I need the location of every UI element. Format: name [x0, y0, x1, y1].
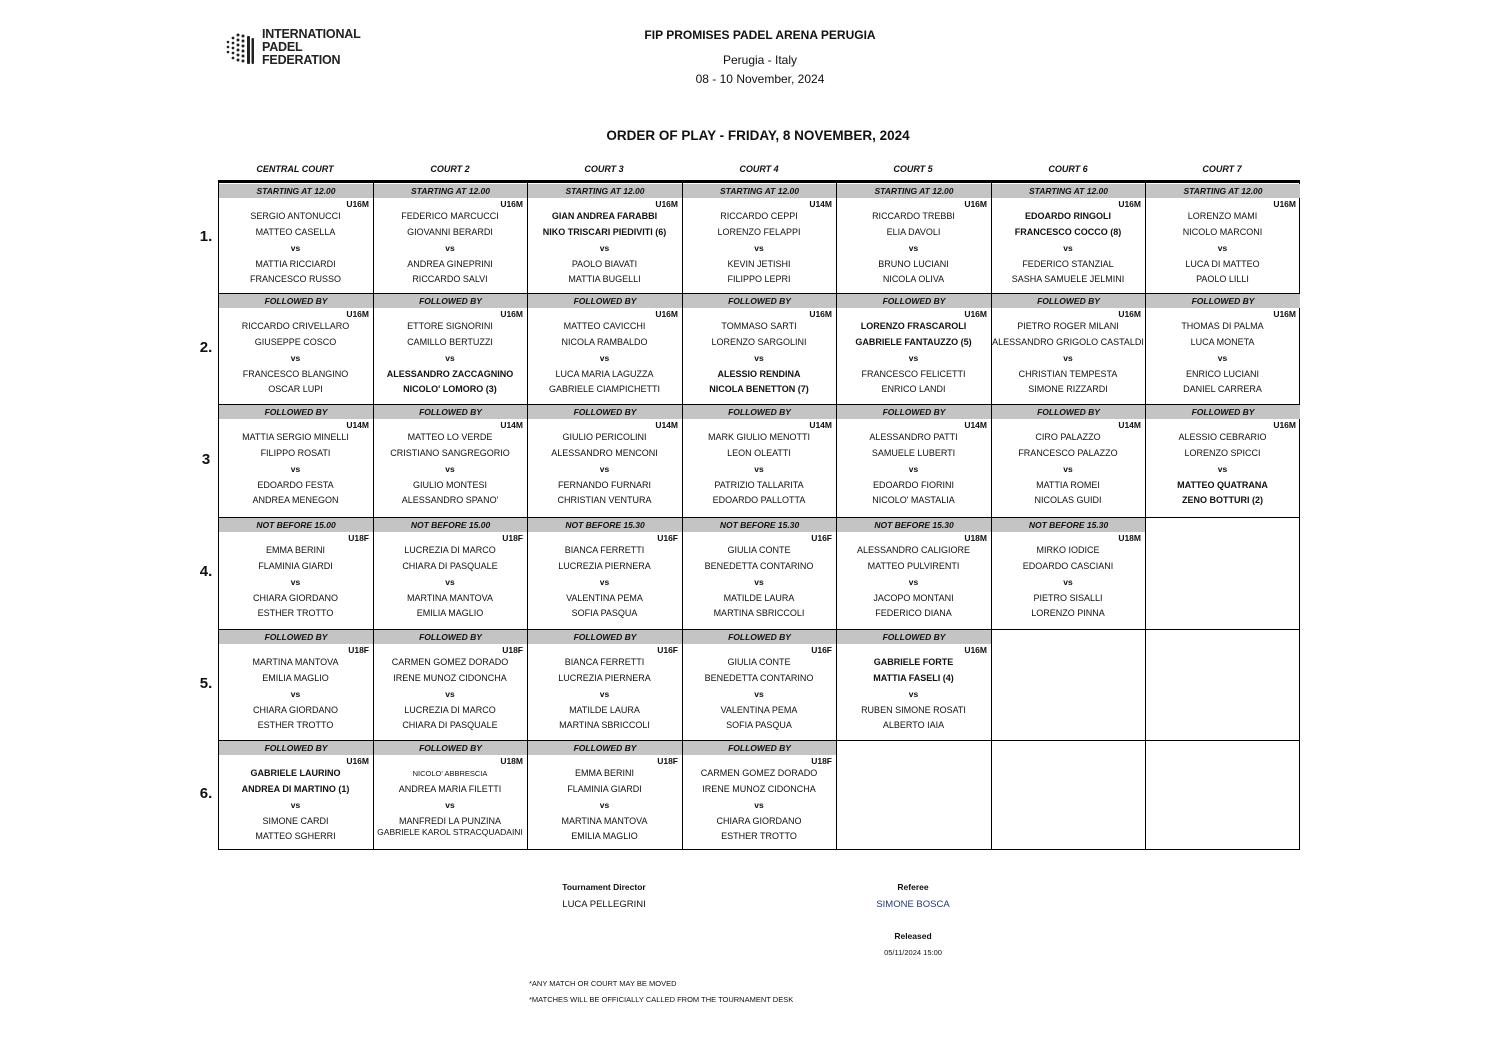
player-name: MARTINA SBRICCOLI — [713, 608, 805, 618]
match-category: U18F — [502, 533, 523, 543]
fip-logo — [220, 28, 360, 72]
padel-ball-icon — [220, 28, 260, 68]
vs-label: vs — [599, 689, 610, 699]
match-category: U16F — [657, 533, 678, 543]
match-status: FOLLOWED BY — [374, 405, 527, 419]
player-name: PIETRO ROGER MILANI — [1017, 321, 1119, 331]
player-name: CHRISTIAN TEMPESTA — [1018, 369, 1118, 379]
player-name: LORENZO MAMI — [1187, 211, 1258, 221]
match-category: U16M — [809, 309, 832, 319]
match-category: U14M — [500, 420, 523, 430]
player-name: MATTEO PULVIRENTI — [867, 561, 960, 571]
player-name: ANDREA MARIA FILETTI — [398, 784, 502, 794]
match-category: U16F — [657, 645, 678, 655]
vs-label: vs — [445, 577, 455, 587]
player-name: GABRIELE FORTE — [873, 657, 954, 667]
court-header: COURT 7 — [1202, 164, 1242, 174]
match-status: FOLLOWED BY — [219, 630, 373, 644]
player-name: THOMAS DI PALMA — [1181, 321, 1264, 331]
player-name: NICOLO' LOMORO (3) — [403, 384, 497, 394]
vs-label: vs — [754, 577, 764, 587]
player-name: MATILDE LAURA — [569, 705, 640, 715]
player-name: CARMEN GOMEZ DORADO — [700, 768, 818, 778]
player-name: EDOARDO FIORINI — [872, 480, 954, 490]
player-name: CHIARA GIORDANO — [716, 816, 802, 826]
match-category: U18F — [502, 645, 523, 655]
player-name: PATRIZIO TALLARITA — [714, 480, 804, 490]
round-number: 6. — [199, 785, 213, 802]
player-name: CHIARA GIORDANO — [252, 705, 338, 715]
player-name: LORENZO FRASCAROLI — [860, 321, 967, 331]
logo-wordmark: INTERNATIONAL PADEL FEDERATION — [262, 27, 361, 67]
match-status: FOLLOWED BY — [837, 630, 991, 644]
player-name: CAMILLO BERTUZZI — [407, 337, 493, 347]
vs-label: vs — [290, 689, 301, 699]
vs-label: vs — [908, 243, 919, 253]
player-name: NICOLAS GUIDI — [1034, 495, 1102, 505]
player-name: GIULIA CONTE — [727, 657, 791, 667]
match-category: U14M — [346, 420, 369, 430]
match-status: FOLLOWED BY — [219, 294, 373, 308]
player-name: CIRO PALAZZO — [1035, 432, 1101, 442]
match-category: U14M — [809, 420, 832, 430]
match-status: STARTING AT 12.00 — [1146, 184, 1300, 198]
match-status: FOLLOWED BY — [837, 294, 991, 308]
match-status: STARTING AT 12.00 — [219, 184, 373, 198]
player-name: SIMONE CARDI — [262, 816, 329, 826]
player-name: SASHA SAMUELE JELMINI — [1011, 274, 1125, 284]
td-name: LUCA PELLEGRINI — [562, 899, 646, 910]
player-name: NICOLO MARCONI — [1182, 227, 1263, 237]
player-name: BIANCA FERRETTI — [564, 545, 645, 555]
player-name: GABRIELE FANTAUZZO (5) — [855, 337, 972, 347]
player-name: FEDERICO DIANA — [875, 608, 952, 618]
player-name: ESTHER TROTTO — [721, 831, 797, 841]
tournament-dates: 08 - 10 November, 2024 — [695, 72, 825, 86]
vs-label: vs — [1217, 243, 1228, 253]
court-header: COURT 4 — [739, 164, 779, 174]
match-status: FOLLOWED BY — [374, 630, 527, 644]
player-name: FEDERICO MARCUCCI — [401, 211, 499, 221]
match-status: STARTING AT 12.00 — [374, 184, 527, 198]
vs-label: vs — [1063, 577, 1073, 587]
player-name: MATTEO QUATRANA — [1177, 480, 1268, 490]
match-category: U16M — [964, 199, 987, 209]
player-name: NICOLA RAMBALDO — [561, 337, 648, 347]
match-status: NOT BEFORE 15.30 — [837, 518, 991, 532]
match-category: U16M — [346, 199, 369, 209]
player-name: ALESSANDRO PATTI — [869, 432, 958, 442]
match-category: U14M — [1118, 420, 1141, 430]
player-name: MATTIA BUGELLI — [568, 274, 641, 284]
match-category: U16F — [811, 645, 832, 655]
player-name: ANDREA DI MARTINO (1) — [241, 784, 350, 794]
player-name: LUCREZIA PIERNERA — [558, 561, 651, 571]
player-name: ENRICO LUCIANI — [1185, 369, 1259, 379]
match-category: U16M — [346, 756, 369, 766]
player-name: ETTORE SIGNORINI — [407, 321, 493, 331]
player-name: EDOARDO CASCIANI — [1022, 561, 1114, 571]
player-name: GIUSEPPE COSCO — [254, 337, 337, 347]
vs-label: vs — [908, 353, 919, 363]
vs-label: vs — [290, 464, 301, 474]
match-category: U16M — [1118, 199, 1141, 209]
player-name: LORENZO SARGOLINI — [711, 337, 807, 347]
player-name: VALENTINA PEMA — [566, 593, 643, 603]
player-name: MARTINA MANTOVA — [252, 657, 339, 667]
match-status: STARTING AT 12.00 — [837, 184, 991, 198]
player-name: GIAN ANDREA FARABBI — [551, 211, 658, 221]
match-category: U16M — [655, 199, 678, 209]
match-status: FOLLOWED BY — [992, 294, 1145, 308]
player-name: FRANCESCO RUSSO — [249, 274, 341, 284]
player-name: LEON OLEATTI — [727, 448, 791, 458]
player-name: SOFIA PASQUA — [571, 608, 638, 618]
match-status: FOLLOWED BY — [219, 405, 373, 419]
released-value: 05/11/2024 15:00 — [884, 948, 942, 957]
match-category: U18F — [811, 756, 832, 766]
player-name: BRUNO LUCIANI — [878, 259, 949, 269]
vs-label: vs — [445, 353, 455, 363]
player-name: IRENE MUNOZ CIDONCHA — [393, 673, 507, 683]
player-name: CHIARA DI PASQUALE — [402, 720, 498, 730]
vs-label: vs — [1217, 464, 1228, 474]
player-name: LORENZO PINNA — [1031, 608, 1105, 618]
vs-label: vs — [908, 577, 919, 587]
vs-label: vs — [599, 577, 610, 587]
player-name: BENEDETTA CONTARINO — [704, 673, 814, 683]
player-name: MARTINA SBRICCOLI — [559, 720, 650, 730]
match-status: STARTING AT 12.00 — [992, 184, 1145, 198]
referee-name: SIMONE BOSCA — [876, 899, 950, 910]
vs-label: vs — [599, 243, 610, 253]
player-name: NIKO TRISCARI PIEDIVITI (6) — [542, 227, 667, 237]
player-name: MIRKO IODICE — [1036, 545, 1100, 555]
player-name: MATTIA FASELI (4) — [873, 673, 954, 683]
match-status: FOLLOWED BY — [837, 405, 991, 419]
referee-label: Referee — [897, 882, 929, 892]
match-category: U16F — [811, 533, 832, 543]
player-name: EDOARDO FESTA — [257, 480, 334, 490]
vs-label: vs — [754, 464, 764, 474]
player-name: MATTIA RICCIARDI — [255, 259, 336, 269]
player-name: NICOLO' ABBRESCIA — [412, 769, 488, 778]
player-name: GIULIO MONTESI — [412, 480, 487, 490]
match-status: FOLLOWED BY — [528, 294, 682, 308]
player-name: ALESSIO CEBRARIO — [1178, 432, 1267, 442]
td-label: Tournament Director — [562, 882, 646, 892]
player-name: MANFREDI LA PUNZINA — [398, 816, 501, 826]
match-category: U14M — [655, 420, 678, 430]
player-name: ALBERTO IAIA — [882, 720, 945, 730]
vs-label: vs — [290, 577, 301, 587]
match-status: FOLLOWED BY — [683, 741, 836, 755]
player-name: SAMUELE LUBERTI — [871, 448, 956, 458]
player-name: RICCARDO SALVI — [412, 274, 488, 284]
vs-label: vs — [754, 353, 764, 363]
round-number: 5. — [199, 674, 213, 692]
match-status: STARTING AT 12.00 — [528, 184, 682, 198]
vs-label: vs — [1217, 353, 1228, 363]
match-category: U14M — [964, 420, 987, 430]
player-name: LUCA MARIA LAGUZZA — [555, 369, 654, 379]
player-name: RICCARDO CRIVELLARO — [241, 321, 350, 331]
player-name: LUCA MONETA — [1190, 337, 1255, 347]
player-name: CHRISTIAN VENTURA — [557, 495, 652, 505]
player-name: EMMA BERINI — [574, 768, 634, 778]
player-name: GABRIELE LAURINO — [250, 768, 341, 778]
player-name: RICCARDO TREBBI — [872, 211, 955, 221]
player-name: SERGIO ANTONUCCI — [250, 211, 341, 221]
vs-label: vs — [599, 464, 610, 474]
match-category: U16M — [964, 309, 987, 319]
player-name: ELIA DAVOLI — [886, 227, 941, 237]
match-category: U18F — [348, 533, 369, 543]
match-status: FOLLOWED BY — [683, 294, 836, 308]
player-name: ANDREA GINEPRINI — [407, 259, 493, 269]
vs-label: vs — [599, 800, 610, 810]
footer-note: *MATCHES WILL BE OFFICIALLY CALLED FROM THE TOURNAMENT DESK — [529, 995, 794, 1004]
vs-label: vs — [754, 800, 764, 810]
match-status: FOLLOWED BY — [219, 741, 373, 755]
player-name: CHIARA DI PASQUALE — [402, 561, 498, 571]
match-status: NOT BEFORE 15.00 — [219, 518, 373, 532]
player-name: LORENZO FELAPPI — [717, 227, 801, 237]
vs-label: vs — [908, 689, 919, 699]
player-name: TOMMASO SARTI — [721, 321, 797, 331]
player-name: CRISTIANO SANGREGORIO — [390, 448, 510, 458]
match-status: NOT BEFORE 15.30 — [992, 518, 1145, 532]
player-name: ESTHER TROTTO — [257, 608, 334, 618]
match-category: U16M — [964, 645, 987, 655]
player-name: LUCREZIA DI MARCO — [404, 545, 496, 555]
round-number: 1. — [199, 228, 213, 245]
match-category: U18F — [657, 756, 678, 766]
player-name: FRANCESCO BLANGINO — [242, 369, 349, 379]
player-name: MATILDE LAURA — [723, 593, 795, 603]
match-status: STARTING AT 12.00 — [683, 184, 836, 198]
vs-label: vs — [445, 800, 455, 810]
footer-note: *ANY MATCH OR COURT MAY BE MOVED — [529, 979, 677, 988]
order-of-play-title: ORDER OF PLAY - FRIDAY, 8 NOVEMBER, 2024 — [606, 128, 910, 143]
match-status: FOLLOWED BY — [1146, 405, 1300, 419]
match-category: U16M — [1273, 420, 1296, 430]
player-name: BIANCA FERRETTI — [564, 657, 645, 667]
player-name: FERNANDO FURNARI — [557, 480, 651, 490]
match-category: U16M — [1273, 309, 1296, 319]
player-name: FILIPPO ROSATI — [260, 448, 331, 458]
vs-label: vs — [599, 353, 610, 363]
player-name: NICOLA OLIVA — [882, 274, 945, 284]
match-category: U18F — [348, 645, 369, 655]
vs-label: vs — [445, 689, 455, 699]
player-name: NICOLA BENETTON (7) — [709, 384, 809, 394]
player-name: EMILIA MAGLIO — [571, 831, 638, 841]
player-name: ALESSANDRO MENCONI — [551, 448, 658, 458]
player-name: MARK GIULIO MENOTTI — [707, 432, 810, 442]
vs-label: vs — [1063, 353, 1073, 363]
vs-label: vs — [754, 243, 764, 253]
match-category: U18M — [1118, 533, 1141, 543]
vs-label: vs — [290, 243, 301, 253]
player-name: ENRICO LANDI — [881, 384, 946, 394]
player-name: FRANCESCO FELICETTI — [861, 369, 966, 379]
player-name: ALESSANDRO GRIGOLO CASTALDI — [992, 337, 1144, 347]
court-header: COURT 6 — [1048, 164, 1088, 174]
player-name: MARTINA MANTOVA — [561, 816, 648, 826]
player-name: FRANCESCO PALAZZO — [1018, 448, 1118, 458]
player-name: IRENE MUNOZ CIDONCHA — [702, 784, 816, 794]
player-name: MATTIA ROMEI — [1036, 480, 1100, 490]
player-name: FILIPPO LEPRI — [727, 274, 791, 284]
player-name: ALESSIO RENDINA — [717, 369, 801, 379]
player-name: FEDERICO STANZIAL — [1022, 259, 1114, 269]
player-name: PAOLO LILLI — [1196, 274, 1249, 284]
match-category: U16M — [655, 309, 678, 319]
court-header: CENTRAL COURT — [256, 164, 334, 174]
player-name: OSCAR LUPI — [268, 384, 323, 394]
match-status: FOLLOWED BY — [374, 294, 527, 308]
match-status: NOT BEFORE 15.30 — [683, 518, 836, 532]
player-name: MATTEO LO VERDE — [407, 432, 493, 442]
player-name: ZENO BOTTURI (2) — [1182, 495, 1263, 505]
player-name: LUCA DI MATTEO — [1185, 259, 1260, 269]
player-name: SIMONE RIZZARDI — [1028, 384, 1108, 394]
match-category: U16M — [500, 199, 523, 209]
match-status: FOLLOWED BY — [992, 405, 1145, 419]
match-status: FOLLOWED BY — [528, 741, 682, 755]
vs-label: vs — [445, 243, 455, 253]
player-name: VALENTINA PEMA — [720, 705, 798, 715]
player-name: CARMEN GOMEZ DORADO — [391, 657, 509, 667]
vs-label: vs — [754, 689, 764, 699]
player-name: NICOLO' MASTALIA — [872, 495, 955, 505]
player-name: GIULIO PERICOLINI — [562, 432, 647, 442]
player-name: LUCREZIA DI MARCO — [404, 705, 496, 715]
player-name: MATTEO CASELLA — [255, 227, 336, 237]
round-number: 4. — [199, 563, 213, 580]
player-name: ESTHER TROTTO — [257, 720, 334, 730]
match-category: U14M — [809, 199, 832, 209]
vs-label: vs — [290, 800, 301, 810]
vs-label: vs — [290, 353, 301, 363]
match-category: U16M — [346, 309, 369, 319]
match-status: FOLLOWED BY — [683, 630, 836, 644]
match-category: U16M — [1273, 199, 1296, 209]
match-category: U16M — [1118, 309, 1141, 319]
player-name: EDOARDO PALLOTTA — [712, 495, 806, 505]
player-name: GIULIA CONTE — [727, 545, 791, 555]
court-header: COURT 5 — [893, 164, 933, 174]
player-name: ALESSANDRO CALIGIORE — [856, 545, 971, 555]
player-name: ALESSANDRO SPANO' — [401, 495, 499, 505]
player-name: FLAMINIA GIARDI — [258, 561, 333, 571]
match-status: FOLLOWED BY — [528, 405, 682, 419]
player-name: KEVIN JETISHI — [727, 259, 791, 269]
player-name: RUBEN SIMONE ROSATI — [861, 705, 966, 715]
player-name: MATTIA SERGIO MINELLI — [242, 432, 349, 442]
player-name: BENEDETTA CONTARINO — [704, 561, 814, 571]
player-name: JACOPO MONTANI — [873, 593, 954, 603]
player-name: EMILIA MAGLIO — [416, 608, 484, 618]
player-name: MATTEO CAVICCHI — [563, 321, 646, 331]
player-name: EMMA BERINI — [265, 545, 325, 555]
match-status: NOT BEFORE 15.00 — [374, 518, 527, 532]
player-name: ALESSANDRO ZACCAGNINO — [386, 369, 514, 379]
vs-label: vs — [908, 464, 919, 474]
player-name: SOFIA PASQUA — [726, 720, 792, 730]
tournament-location: Perugia - Italy — [722, 53, 798, 67]
player-name: ANDREA MENEGON — [252, 495, 339, 505]
player-name: MARTINA MANTOVA — [406, 593, 493, 603]
player-name: EMILIA MAGLIO — [262, 673, 329, 683]
match-status: FOLLOWED BY — [374, 741, 527, 755]
match-category: U18M — [500, 756, 523, 766]
player-name: LUCREZIA PIERNERA — [558, 673, 651, 683]
player-name: GABRIELE CIAMPICHETTI — [548, 384, 661, 394]
player-name: CHIARA GIORDANO — [252, 593, 338, 603]
player-name: FRANCESCO COCCO (8) — [1014, 227, 1122, 237]
player-name: PIETRO SISALLI — [1033, 593, 1103, 603]
player-name: MATTEO SGHERRI — [255, 831, 336, 841]
released-label: Released — [894, 931, 932, 941]
player-name: GIOVANNI BERARDI — [407, 227, 493, 237]
player-name: RICCARDO CEPPI — [720, 211, 798, 221]
match-status: FOLLOWED BY — [528, 630, 682, 644]
player-name: FLAMINIA GIARDI — [567, 784, 642, 794]
player-name: LORENZO SPICCI — [1184, 448, 1261, 458]
match-status: FOLLOWED BY — [1146, 294, 1300, 308]
round-number: 3 — [201, 450, 211, 468]
vs-label: vs — [445, 464, 455, 474]
vs-label: vs — [1063, 243, 1073, 253]
player-name: PAOLO BIAVATI — [571, 259, 638, 269]
round-number: 2. — [199, 338, 213, 356]
player-name: GABRIELE KAROL STRACQUADAINI — [377, 828, 523, 837]
court-header: COURT 2 — [430, 164, 470, 174]
player-name: DANIEL CARRERA — [1183, 384, 1262, 394]
match-category: U16M — [500, 309, 523, 319]
match-status: NOT BEFORE 15.30 — [528, 518, 682, 532]
player-name: EDOARDO RINGOLI — [1024, 211, 1111, 221]
match-status: FOLLOWED BY — [683, 405, 836, 419]
match-category: U18M — [964, 533, 987, 543]
vs-label: vs — [1063, 464, 1073, 474]
tournament-title: FIP PROMISES PADEL ARENA PERUGIA — [644, 28, 876, 42]
court-header: COURT 3 — [584, 164, 624, 174]
